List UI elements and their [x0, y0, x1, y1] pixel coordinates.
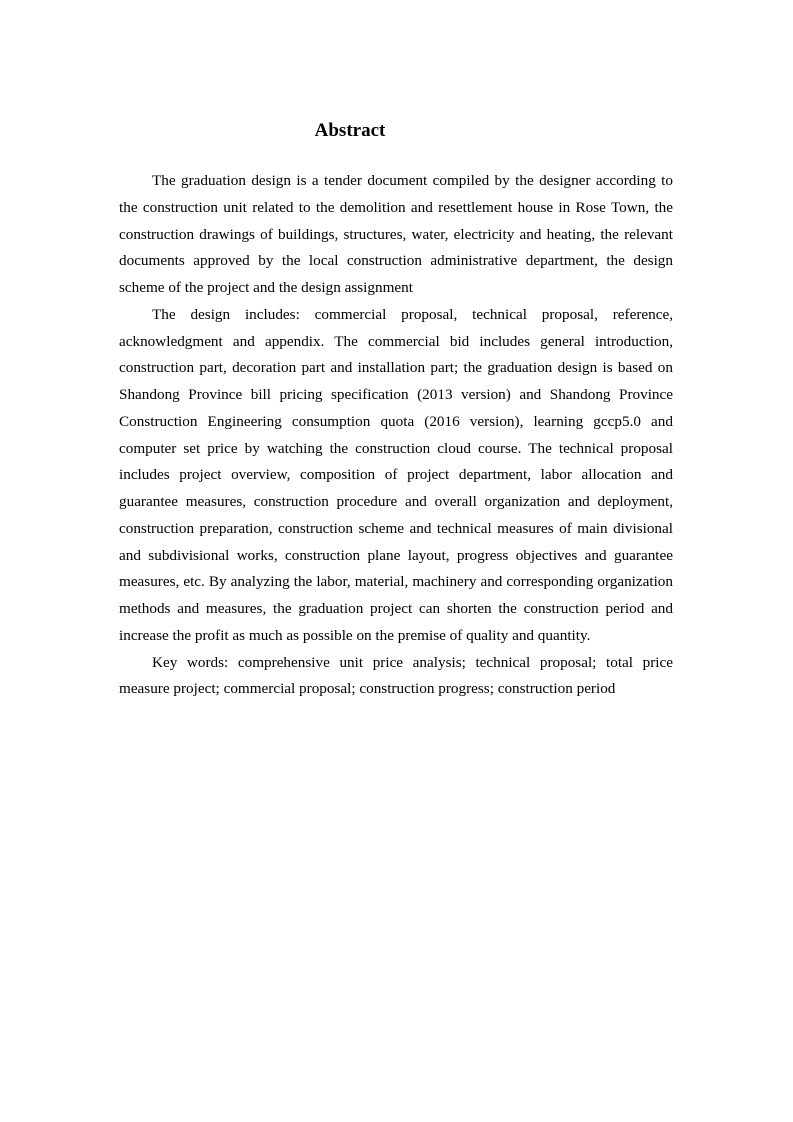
abstract-paragraph-intro: The graduation design is a tender document compiled by the designer according to the construction unit related to the demolition and resettlement house in Rose Town, the construction drawings of buildings, structures, water, electricity and heating, the relevant documents approved by the local construction administrative department, the design scheme of the project and the design assignment — [119, 172, 673, 296]
abstract-keywords: Key words: comprehensive unit price analysis; technical proposal; total price measure project; commercial proposal; construction progress; construction period — [119, 653, 673, 698]
page-title: Abstract — [314, 120, 386, 141]
abstract-paragraph-design-content: The design includes: commercial proposal, technical proposal, reference, acknowledgment and appendix. The commercial bid includes general introduction, construction part, decoration part and installation part; the graduation design is based on Shandong Province bill pricing specification (2013 version) and Shandong Province Construction Engineering consumption quota (2016 version), learning gccp5.0 and computer set price by watching the construction cloud course. The technical proposal includes project overview, composition of project department, labor allocation and guarantee measures, construction procedure and overall organization and deployment, construction preparation, construction scheme and technical measures of main divisional and subdivisional works, construction plane layout, progress objectives and guarantee measures, etc. By analyzing the labor, material, machinery and corresponding organization methods and measures, the graduation project can shorten the construction period and increase the profit as much as possible on the premise of quality and quantity. — [119, 305, 673, 644]
abstract-body — [119, 168, 673, 703]
